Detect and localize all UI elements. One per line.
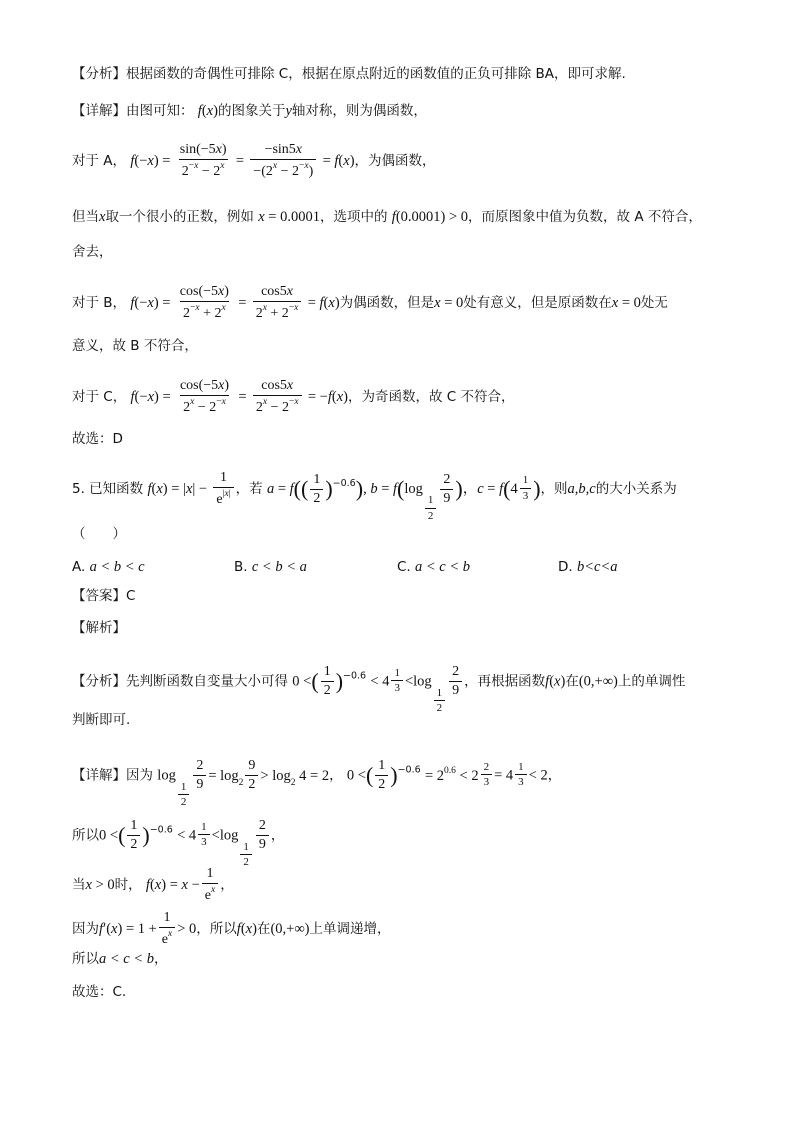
q5-detail-5: 所以a < c < b， xyxy=(72,951,168,967)
analysis-tag: 【分析】 xyxy=(72,66,126,82)
detail-choice-d: 故选：D xyxy=(72,431,123,447)
q5-detail-2: 所以0 <( $\frac{1}{2}$ )$^{-0.6}$ < 4 $\frac{1}{3}$ <log $\frac{1}{2}$ $\frac{2}{9}$ ， xyxy=(72,818,285,869)
analysis-line-1 xyxy=(72,68,626,82)
detail-line-5: 舍去， xyxy=(72,244,113,260)
analysis-text: 根据函数的奇偶性可排除 C，根据在原点附近的函数值的正负可排除 BA，即可求解. xyxy=(126,66,626,82)
detail-line-4: 但当x取一个很小的正数，例如 x = 0.0001，选项中的 f(0.0001) > 0，而原图象中值为负数，故 A 不符合， xyxy=(72,209,702,225)
answer-line xyxy=(72,590,135,604)
answer-tag: 【答案】 xyxy=(72,588,126,604)
jiexi-line xyxy=(72,622,126,636)
answer-value: C xyxy=(126,588,136,604)
q5-detail-3: 当x > 0时， f(x) = x − $\frac{1}{e^x}$ ， xyxy=(72,866,234,904)
q5-detail-4: 因为f′(x) = 1 + $\frac{1}{e^x}$ > 0，所以f(x)在(0,+∞)上单调递增， xyxy=(72,910,391,948)
detail-line-1: 【详解】由图可知： f(x)的图象关于y轴对称，则为偶函数， xyxy=(72,103,427,119)
option-c: C. a < c < b xyxy=(397,559,471,575)
detail-option-b: 对于 B， f(−x) = $\frac{\cos(-5x)}{2^{-x} + 2^x}$ = $\frac{\cos 5x}{2^x + 2^{-x}}$ = f(x)为偶函数，但是x = 0处有意义，但是原函数在x = 0处无 xyxy=(72,284,668,322)
option-b: B. c < b < a xyxy=(234,559,307,575)
question-5: 5. 已知函数 f(x) = |x| − $\frac{1}{e^{|x|}}$ ，若 a = f(( $\frac{1}{2}$ )$^{-0.6}$), b = f(log $\frac{1}{2}$ $\frac{2}{9}$ )，c = f(4 $\frac{1}{3}$ )，则a,b,c的大小关系为 xyxy=(72,470,677,522)
q5-detail-1: 【详解】因为 log $\frac{1}{2}$ $\frac{2}{9}$ = $\log_2$ $\frac{9}{2}$ > $\log_2 4 = 2$， 0 <( $\frac{1}{2}$ )$^{-0.6} = 2^{0.6} < 2$ $\frac{2}{3}$ = 4 $\frac{1}{3}$ < 2， xyxy=(72,758,562,809)
q5-analysis: 【分析】先判断函数自变量大小可得 0 <( $\frac{1}{2}$ )$^{-0.6}$ < 4 $\frac{1}{3}$ <log $\frac{1}{2}$ $\frac{2}{9}$ ，再根据函数f(x)在(0,+∞)上的单调性 xyxy=(72,664,686,715)
jiexi-tag: 【解析】 xyxy=(72,620,126,636)
question-5-paren: （ ） xyxy=(72,526,126,542)
option-d: D. b<c<a xyxy=(558,559,618,575)
option-a: A. a < b < c xyxy=(72,559,145,575)
detail-option-a: 对于 A， f(−x) = $\frac{\sin(-5x)}{2^{-x} - 2^x}$ = $\frac{-\sin 5x}{-(2^x - 2^{-x})}$ = f(x)，为偶函数， xyxy=(72,142,436,180)
q5-analysis-2: 判断即可. xyxy=(72,712,131,728)
detail-line-7: 意义，故 B 不符合， xyxy=(72,338,198,354)
detail-option-c: 对于 C， f(−x) = $\frac{\cos(-5x)}{2^x - 2^{-x}}$ = $\frac{\cos 5x}{2^x - 2^{-x}}$ = −f(x)，为奇函数，故 C 不符合， xyxy=(72,378,515,416)
detail-tag: 【详解】 xyxy=(72,103,126,119)
q5-final-choice: 故选：C. xyxy=(72,984,127,1000)
